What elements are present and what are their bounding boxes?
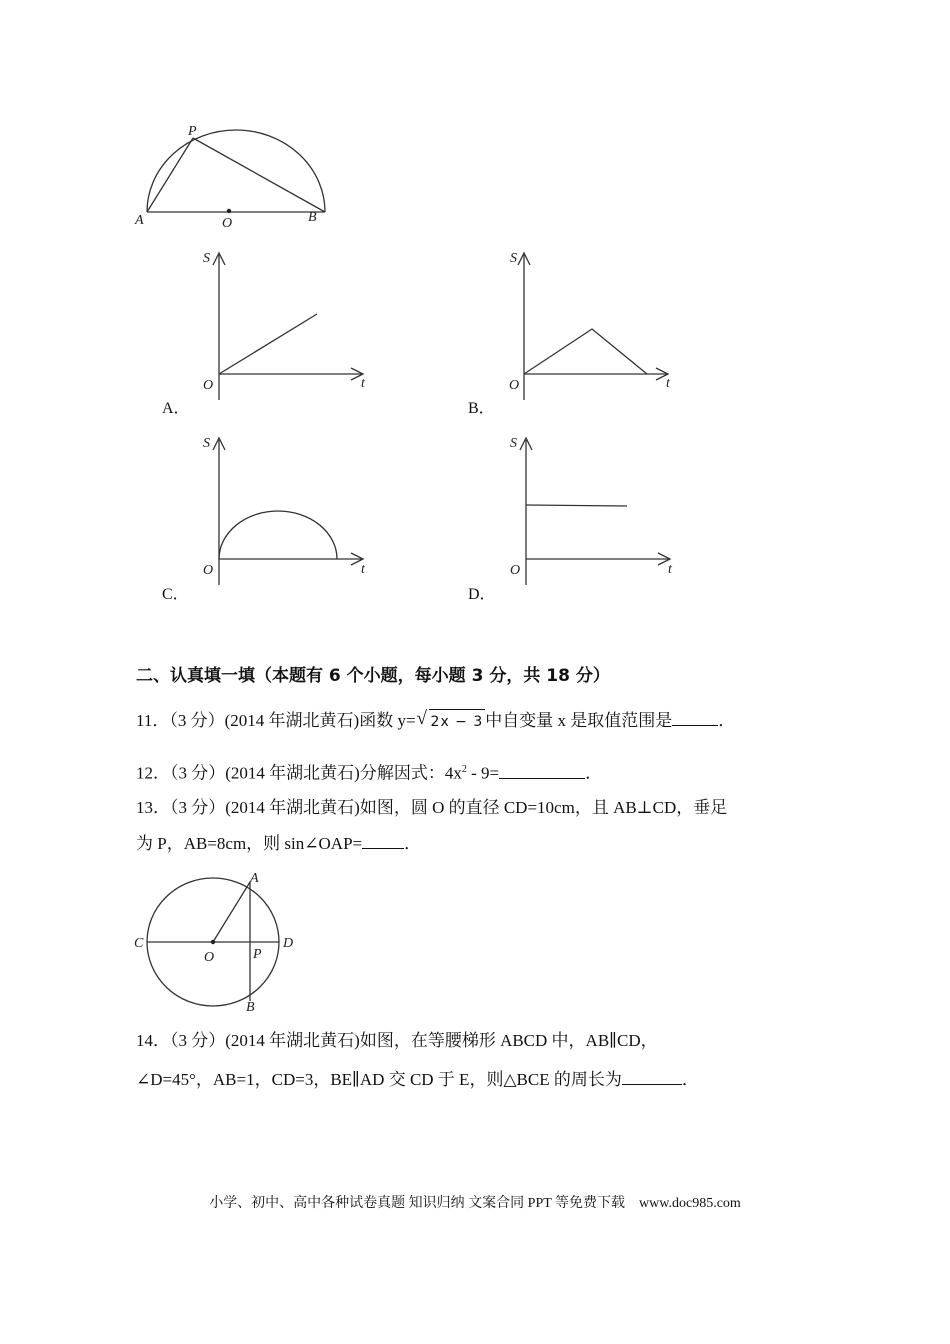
label-o: O	[203, 378, 214, 393]
q11-end: ．	[718, 711, 736, 730]
question-13-line-2	[136, 832, 421, 856]
question-14-line-1	[136, 1029, 658, 1053]
semicircle-figure	[130, 118, 330, 233]
q11-radical	[417, 709, 486, 734]
label-a: A	[135, 213, 144, 228]
segment-oa	[213, 882, 250, 942]
q11-radicand: 2x − 3	[429, 709, 486, 734]
q12-prefix: 12．（3 分）(2014 年湖北黄石)分解因式：4x	[136, 763, 462, 783]
q14-line2: ∠D=45°，AB=1，CD=3，BE∥AD 交 CD 于 E，则△BCE 的周长为	[136, 1070, 622, 1089]
q11-prefix: 11．（3 分）(2014 年湖北黄石)函数 y=	[136, 711, 416, 730]
label-o: O	[510, 563, 521, 578]
question-14-line-2	[136, 1068, 699, 1092]
graph-d	[502, 430, 682, 590]
label-a: A	[250, 871, 259, 886]
q14-line1: 14．（3 分）(2014 年湖北黄石)如图，在等腰梯形 ABCD 中，AB∥CD，	[136, 1031, 658, 1050]
option-d-label: D．	[468, 586, 496, 603]
label-t: t	[361, 562, 365, 577]
radical-sign-icon: √	[416, 708, 427, 729]
graph-a	[195, 245, 375, 405]
label-o: O	[222, 216, 233, 231]
label-t: t	[361, 376, 365, 391]
label-t: t	[668, 562, 672, 577]
label-o: O	[509, 378, 520, 393]
circle-figure	[130, 865, 310, 1015]
label-c: C	[134, 936, 144, 951]
q13-answer-blank[interactable]	[362, 834, 404, 849]
q12-answer-blank[interactable]	[499, 764, 585, 779]
option-b-label: B．	[468, 400, 495, 417]
label-o: O	[204, 950, 215, 965]
semicircle-arc	[147, 130, 325, 212]
q12-end: ．	[585, 763, 603, 783]
label-b: B	[246, 1000, 255, 1015]
page-footer: 小学、初中、高中各种试卷真题 知识归纳 文案合同 PPT 等免费下载 www.doc985.com	[209, 1196, 741, 1211]
section-title: 二、认真填一填（本题有 6 个小题，每小题 3 分，共 18 分）	[136, 666, 610, 686]
graph-b	[500, 245, 680, 405]
label-d: D	[283, 936, 294, 951]
question-11	[136, 709, 735, 734]
q14-answer-blank[interactable]	[622, 1070, 682, 1085]
question-12	[136, 758, 602, 786]
label-s: S	[203, 436, 210, 451]
label-o: O	[203, 563, 214, 578]
q13-line2: 为 P，AB=8cm，则 sin∠OAP=	[136, 834, 363, 853]
chord-pb	[193, 138, 325, 212]
center-point	[227, 209, 231, 213]
graph-arc	[219, 511, 337, 559]
q12-exponent: 2	[461, 764, 467, 775]
graph-line	[524, 329, 647, 374]
label-s: S	[510, 436, 517, 451]
q11-suffix: 中自变量 x 是取值范围是	[485, 711, 673, 730]
option-a-label: A．	[162, 400, 190, 417]
graph-line	[219, 314, 317, 374]
label-b: B	[308, 210, 317, 225]
q12-suffix: - 9=	[466, 763, 500, 783]
label-s: S	[510, 251, 517, 266]
q13-line1: 13．（3 分）(2014 年湖北黄石)如图，圆 O 的直径 CD=10cm，且 AB⊥CD，垂足	[136, 798, 728, 817]
label-p: P	[188, 124, 197, 139]
label-p: P	[253, 947, 262, 962]
center-point	[211, 940, 215, 944]
label-t: t	[666, 376, 670, 391]
chord-ap	[147, 138, 193, 212]
label-s: S	[203, 251, 210, 266]
q13-end: ．	[404, 834, 422, 853]
q11-answer-blank[interactable]	[672, 711, 718, 726]
question-13-line-1	[136, 796, 727, 820]
graph-c	[195, 430, 375, 590]
option-c-label: C．	[162, 586, 189, 603]
q14-end: ．	[681, 1070, 699, 1089]
graph-line	[526, 505, 627, 506]
